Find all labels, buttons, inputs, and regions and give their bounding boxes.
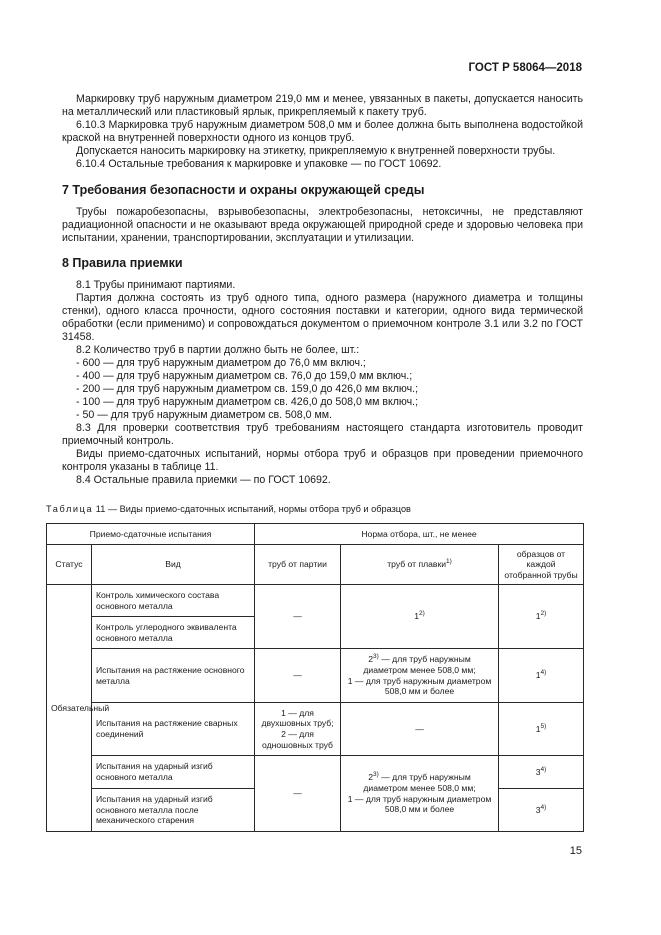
table-caption-text: 11 — Виды приемо-сдаточных испытаний, нормы отбора труб и образцов	[93, 504, 411, 514]
kind-cell: Контроль углеродного эквивалента основного металла	[92, 617, 255, 649]
paragraph: 8.3 Для проверки соответствия труб требованиям настоящего стандарта изготовитель проводит приемочный контроль.	[62, 422, 583, 447]
paragraph: 6.10.4 Остальные требования к маркировке и упаковке — по ГОСТ 10692.	[76, 158, 442, 170]
batch-cell: —	[255, 585, 341, 649]
list-item: - 50 — для труб наружным диаметром св. 508,0 мм.	[76, 409, 332, 421]
page-number: 15	[569, 845, 582, 857]
table-caption	[46, 504, 411, 514]
table-header-row	[47, 545, 584, 585]
heat-cell: 1$^{2)}$	[341, 585, 499, 649]
standard-header: ГОСТ Р 58064—2018	[468, 62, 582, 74]
acceptance-table	[46, 523, 584, 832]
header-batch: труб от партии	[255, 545, 341, 585]
status-cell: Обязательный	[47, 585, 92, 832]
table-row	[47, 585, 584, 617]
document-body	[62, 93, 583, 487]
kind-cell: Испытания на растяжение основного металла	[92, 649, 255, 703]
kind-cell: Испытания на растяжение сварных соединений	[92, 703, 255, 756]
header-tests: Приемо-сдаточные испытания	[47, 524, 255, 545]
header-kind: Вид	[92, 545, 255, 585]
kind-cell: Испытания на ударный изгиб основного металла после механического старения	[92, 789, 255, 832]
table-row	[47, 756, 584, 789]
section-8-title: 8 Правила приемки	[62, 256, 183, 270]
kind-cell: Испытания на ударный изгиб основного металла	[92, 756, 255, 789]
paragraph: 8.2 Количество труб в партии должно быть не более, шт.:	[76, 344, 360, 356]
sample-cell: 3$^{4)}$	[499, 789, 584, 832]
paragraph: 8.1 Трубы принимают партиями.	[76, 279, 236, 291]
kind-cell: Контроль химического состава основного металла	[92, 585, 255, 617]
heat-cell: 2$^{3)}$ — для труб наружным диаметром менее 508,0 мм; 1 — для труб наружным диаметром 508,0 мм и более	[341, 649, 499, 703]
heat-cell: 2$^{3)}$ — для труб наружным диаметром менее 508,0 мм; 1 — для труб наружным диаметром 508,0 мм и более	[341, 756, 499, 832]
table-row	[47, 649, 584, 703]
paragraph: 8.4 Остальные правила приемки — по ГОСТ 10692.	[76, 474, 331, 486]
paragraph: Маркировку труб наружным диаметром 219,0 мм и менее, увязанных в пакеты, допускается наносить на металлический или пластиковый ярлык, прикрепляемый к пакету труб.	[62, 93, 583, 118]
paragraph: Виды приемо-сдаточных испытаний, нормы отбора труб и образцов при проведении приемочного контроля указаны в таблице 11.	[62, 448, 583, 473]
list-item: - 400 — для труб наружным диаметром св. 76,0 до 159,0 мм включ.;	[76, 370, 413, 382]
sample-cell: 1$^{4)}$	[499, 649, 584, 703]
batch-cell: —	[255, 649, 341, 703]
batch-cell: —	[255, 756, 341, 832]
paragraph: Трубы пожаробезопасны, взрывобезопасны, электробезопасны, нетоксичны, не представляют радиационной опасности и не оказывают вреда окружающей природной среде и здоровью человека при испытании, хранении, транспортировании, эксплуатации и утилизации.	[62, 206, 583, 244]
header-sample: образцов от каждой отобранной трубы	[499, 545, 584, 585]
list-item: - 100 — для труб наружным диаметром св. 426,0 до 508,0 мм включ.;	[76, 396, 419, 408]
list-item: - 200 — для труб наружным диаметром св. 159,0 до 426,0 мм включ.;	[76, 383, 419, 395]
paragraph: 6.10.3 Маркировка труб наружным диаметром 508,0 мм и более должна быть выполнена водостойкой краской на внутренней поверхности одного из концов труб.	[62, 119, 583, 144]
section-7-title: 7 Требования безопасности и охраны окружающей среды	[62, 183, 425, 197]
header-norm: Норма отбора, шт., не менее	[255, 524, 584, 545]
header-heat: труб от плавки$^{1)}$	[341, 545, 499, 585]
list-item: - 600 — для труб наружным диаметром до 76,0 мм включ.;	[76, 357, 366, 369]
table-caption-label: Таблица	[46, 504, 94, 514]
table-row	[47, 703, 584, 756]
sample-cell: 1$^{2)}$	[499, 585, 584, 649]
table-header-row	[47, 524, 584, 545]
sample-cell: 3$^{4)}$	[499, 756, 584, 789]
paragraph: Партия должна состоять из труб одного типа, одного размера (наружного диаметра и толщины стенки), одного класса прочности, одного состояния поставки и категории, одного вида термической обработки (если применимо) и сопровождаться документом о приемочном контроле 3.1 или 3.2 по ГОСТ 31458.	[62, 292, 583, 343]
heat-cell: —	[341, 703, 499, 756]
header-status: Статус	[47, 545, 92, 585]
sample-cell: 1$^{5)}$	[499, 703, 584, 756]
batch-cell: 1 — для двухшовных труб; 2 — для одношовных труб	[255, 703, 341, 756]
paragraph: Допускается наносить маркировку на этикетку, прикрепляемую к внутренней поверхности трубы.	[76, 145, 556, 157]
